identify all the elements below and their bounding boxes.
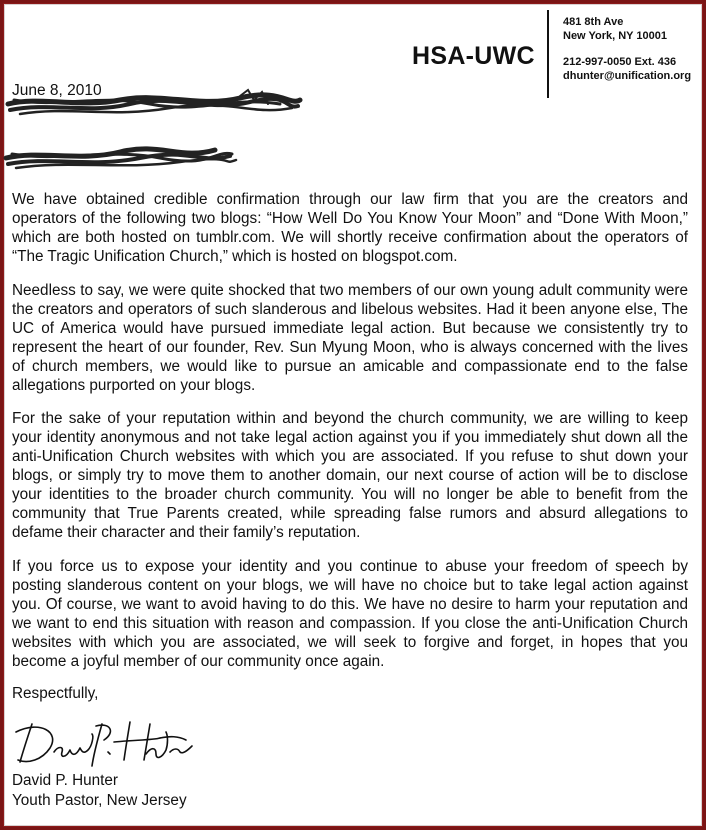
body-paragraph-3: For the sake of your reputation within and beyond the church community, we are willing to keep your identity anonymous and not take legal action against you if you immediately shut down all the anti-Unification Church websites with which you are associated. If you refuse to shut down your blogs, or simply try to move them to another domain, our next course of action will be to disclose your identities to the broader church community. You will no longer be able to benefit from the community that True Parents created, while spreading false rumors and absurd allegations to defame their character and their family’s reputation. bbox=[12, 410, 688, 541]
redaction-scribble bbox=[0, 88, 320, 178]
signature bbox=[10, 718, 200, 770]
body-paragraph-2: Needless to say, we were quite shocked that two members of our own young adult community were the creators and operators of such slanderous and libelous websites. Had it been anyone else, The UC of America would have pursued immediate legal action. But because we consistently try to represent the heart of our founder, Rev. Sun Myung Moon, who is always concerned with the lives of church members, we would like to pursue an amicable and compassionate end to the false allegations purported on your blogs. bbox=[12, 282, 688, 394]
letterhead-phone: 212-997-0050 Ext. 436 bbox=[563, 56, 677, 68]
letterhead-email: dhunter@unification.org bbox=[563, 70, 692, 82]
signer-name: David P. Hunter bbox=[12, 772, 119, 789]
letterhead-divider bbox=[547, 10, 549, 98]
letterhead-org: HSA-UWC bbox=[412, 42, 535, 70]
valediction: Respectfully, bbox=[12, 685, 99, 702]
letterhead-address-line2: New York, NY 10001 bbox=[563, 30, 667, 42]
body-paragraph-4: If you force us to expose your identity and you continue to abuse your freedom of speech by posting slanderous content on your blogs, we will have no choice but to take legal action against you. Of course, we want to avoid having to do this. We have no desire to harm your reputation and we want to end this situation with reason and compassion. If you close the anti-Unification Church websites with which you are associated, we will seek to forgive and forget, in hopes that you become a joyful member of our community once again. bbox=[12, 558, 688, 670]
signer-title: Youth Pastor, New Jersey bbox=[12, 792, 187, 809]
letterhead-address-line1: 481 8th Ave bbox=[563, 16, 624, 28]
body-paragraph-1: We have obtained credible confirmation through our law firm that you are the creators and operators of the following two blogs: “How Well Do You Know Your Moon” and “Done With Moon,” which are both hosted on tumblr.com. We will shortly receive confirmation about the operators of “The Tragic Unification Church,” which is hosted on blogspot.com. bbox=[12, 191, 688, 265]
letter-date: June 8, 2010 bbox=[12, 82, 102, 99]
